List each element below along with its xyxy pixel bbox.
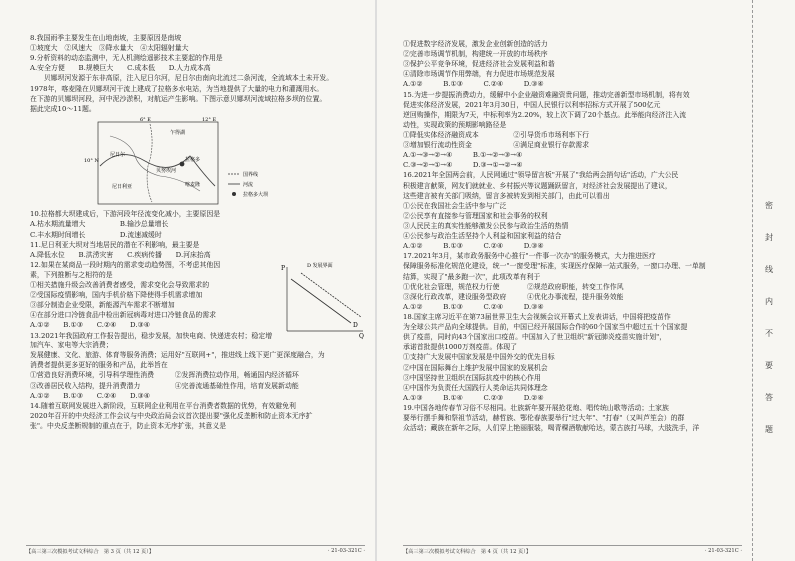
- right-column: [403, 40, 744, 434]
- map-lat-10: 10° N: [84, 158, 99, 165]
- margin-char: 答: [765, 393, 773, 402]
- q18-line: ③中国坚持世卫组织在国际抗疫中的核心作用: [403, 373, 541, 382]
- left-page: [0, 0, 375, 561]
- q14-option: ④清除市场调节作用弊端，有力促进市场规范发展: [403, 70, 555, 79]
- q18-line: ④中国作为负责任大国践行人类命运共同体理念: [403, 383, 548, 392]
- q15-line: C.③→②→①→④ D.③→①→②→④: [403, 161, 523, 170]
- q15-line: A.①→③→②→④ B.①→②→③→④: [403, 151, 523, 160]
- right-footer: [403, 545, 742, 555]
- q10-option: A.枯水期流量增大 B.输沙总量增长: [30, 220, 169, 229]
- q9-options: A.安全方便 B.规模巨大 C.成本低 D.人力成本高: [30, 64, 211, 73]
- q16-answers: A.①② B.①③ C.②④ D.③④: [403, 242, 544, 251]
- q14-option: ②完善市场调节机制，构建统一开放的市场秩序: [403, 50, 548, 59]
- q11-options: A.降低水位 B.洪涝灾害 C.疾病传播 D.河床抬高: [30, 250, 211, 259]
- q18-line: 为全球公共产品向全球提供。目前，中国已经开展国际合作的60个国家当中超过五十个国家提: [403, 323, 688, 332]
- q10-stem: 10.拉格都大坝建成后，下游河段年径流变化减小，主要原因是: [30, 210, 221, 219]
- q12-line: ④在部分进口冷链食品中检出新冠病毒对进口冷链食品的需求: [30, 311, 217, 320]
- margin-char: 线: [765, 265, 773, 274]
- q13-line: 13.2021年我国政府工作报告提出，稳步发展，加快电商、快递进农村；稳定增加汽车、家电等大宗消费；: [30, 331, 273, 350]
- q12-line: ③部分制造企业受限，新能源汽车需求不断增加: [30, 301, 175, 310]
- legend-river: 河流: [243, 182, 254, 189]
- q16-line: ②公民享有直接参与管理国家和社会事务的权利: [403, 211, 548, 220]
- map-label-region: 尼日尔: [110, 152, 126, 159]
- map-label-dam: 拉格多: [185, 157, 201, 164]
- q15-line: 逆回购操作，期限为7天，中标利率为2.20%，较上次下调了20个基点。此举能向经济注入流: [403, 110, 687, 119]
- q17-line: 保障服务标准化规范化建设，统一"一窗受理"标准，实现医疗保障一站式服务，一窗口办理、一单制: [403, 262, 706, 271]
- q14-answers: A.①② B.①③ C.②④ D.③④: [403, 80, 544, 89]
- map-label-region: 尼日利亚: [112, 184, 133, 191]
- footer-code: · 21-03-321C ·: [327, 548, 365, 554]
- passage-line: 在下游的贝娜坝河段，河中泥沙淤积，对航运产生影响。下图示意贝娜坝河流域拉格多坝的位置。: [30, 94, 327, 103]
- map-label-river: 贝努埃河: [156, 168, 177, 175]
- q17-line: 17.2021年3月，某市政务服务中心推行"一件事一次办"的服务模式，大力推进医疗: [403, 252, 656, 261]
- margin-char: 密: [765, 201, 773, 210]
- margin-char: 不: [765, 329, 773, 338]
- q19-line: 要举行摆手舞和祭祖节活动，赫哲族、鄂伦春族要举行"过大年"、"打春"（又叫芦笙会）的群: [403, 414, 685, 423]
- q16-line: ③人民民主的真实性能够激发公民参与政治生活的热情: [403, 221, 569, 230]
- map-lon-6: 6° E: [140, 117, 151, 124]
- q12-line: 12.如果在某商品一段时期内的需求变动趋势图，不考虑其他因: [30, 260, 221, 269]
- q13-options: A.①② B.①③ C.②④ D.③④: [30, 391, 150, 400]
- legend-dam: 拉格多大坝: [243, 192, 269, 199]
- q9-stem: 9.分析资料的动态监测中，无人机测绘遥影技术主要起的作用是: [30, 54, 223, 63]
- q15-line: ①降低实体经济融资成本 ②引导货币市场利率下行: [403, 130, 590, 139]
- q15-line: 促进实体经济发展，2021年3月30日，中国人民银行以利率招标方式开展了500亿元: [403, 100, 661, 109]
- map-figure: [84, 116, 290, 208]
- margin-char: 封: [765, 233, 773, 242]
- chart-axis-q: Q: [359, 332, 364, 340]
- margin-char: 题: [765, 425, 773, 434]
- q12-line: ②受国际疫情影响，国内手机价格下降使得手机需求增加: [30, 291, 203, 300]
- q17-line: ①优化社会管理，规范权力行使 ②规范政府职能，转变工作作风: [403, 282, 624, 291]
- q14-line: 14.随着互联网发展进入新阶段，互联网企业利用在平台消费者数据的优势，有效避免利: [30, 401, 296, 410]
- passage-line: 贝娜坝河发源于东非高原，注入尼日尔河，尼日尔由南向北流过二条河流，全流域本土未开发。: [30, 74, 334, 83]
- q13-line: ①营造良好消费环境，引导科学理性消费 ②发挥消费拉动作用，畅通国内经济循环: [30, 371, 299, 380]
- chart-top-label: D 发展界面: [307, 262, 333, 269]
- passage-line: 1978年，喀麦隆在贝娜坝河干流上建成了拉格多水电站，为当地提供了大量的电力和灌溉用水。: [30, 84, 324, 93]
- q14-line: 2020年召开的中央经济工作会议与中央政治局会议首次提出要"强化反垄断和防止资本无序扩: [30, 411, 313, 420]
- q12-line: 素，下列推断与之相符的是: [30, 270, 113, 279]
- dam-marker: [180, 162, 185, 167]
- q18-line: 承诺首批提供1000万剂疫苗。体现了: [403, 343, 518, 352]
- right-page: [377, 0, 752, 561]
- chart-axis-p: P: [281, 264, 286, 272]
- q12-line: ①相关措施升级会改善消费者感受，需求变化会导致需求的: [30, 281, 210, 290]
- q16-line: ①公民在我国社会生活中参与广泛: [403, 201, 507, 210]
- q15-line: 15.为进一步提振消费动力，缓解中小企业融资难融资贵问题，推动完善新型市场机制，将有效: [403, 90, 690, 99]
- q18-line: ①支持广大发展中国家发展是中国外交的优先目标: [403, 353, 555, 362]
- q16-line: 这些建言被有关部门吸纳，留言多被转发到相关部门，由此可以看出: [403, 191, 610, 200]
- q18-line: ②中国在国际舞台上维护发展中国家的发展机会: [403, 363, 548, 372]
- q11-stem: 11.尼日利亚大坝对当地居民的潜在不利影响，最主要是: [30, 240, 200, 249]
- footer-code: · 21-03-321C ·: [704, 548, 742, 554]
- q17-line: ③深化行政改革，建设服务型政府 ④优化办事流程，提升服务效能: [403, 292, 624, 301]
- q18-line: 供了疫苗，同时向43个国家出口疫苗。中国加入了世卫组织"新冠肺炎疫苗实施计划"，: [403, 333, 667, 342]
- map-lon-12: 12° E: [202, 117, 217, 124]
- q15-line: 动性，实现政策的预期影响路径是: [403, 120, 507, 129]
- legend-border: 国界线: [243, 172, 259, 179]
- q14-line: 张"。中央反垄断规制的重点在于，防止资本无序扩张，其意义是: [30, 421, 227, 430]
- q10-option: C.丰水期时间增长 D.流速减缓时: [30, 230, 162, 239]
- q15-line: ③增加银行流动性资金 ④满足商业银行存款需求: [403, 141, 590, 150]
- q16-line: 16.2021年全国两会前，人民网通过"领导留言板"开展了"我给两会捎句话"活动，广大公民: [403, 171, 679, 180]
- binding-margin: [752, 0, 795, 561]
- q8-options: ①坡度大 ②风速大 ③降水量大 ④太阳辐射量大: [30, 44, 189, 53]
- q8-stem: 8.我国雨季主要发生在山地南坡，主要原因是南坡: [30, 34, 182, 42]
- river-map: [84, 116, 290, 208]
- left-footer: [26, 545, 365, 555]
- demand-chart: [277, 261, 367, 339]
- chart-curve-label: D: [353, 321, 358, 329]
- q17-line: 结算，实现了"最多跑一次"，此项改革有利于: [403, 272, 541, 281]
- q14-option: ①促进数字经济发展，激发企业创新创造的活力: [403, 40, 548, 48]
- q19-line: 众活动；藏族在新年之际，人们穿上艳丽服装，喝青稞酒敬献哈达，蒙古族打马球，大肢洗手，洋: [403, 424, 700, 433]
- q12-options: A.①② B.①③ C.②④ D.③④: [30, 321, 150, 330]
- q17-answers: A.①② B.①③ C.②④ D.③④: [403, 302, 544, 311]
- q19-line: 19.中国各地传春节习俗不尽相同。壮族新年要开展抢花炮、唱传统山歌等活动；土家族: [403, 403, 669, 412]
- left-column: [30, 34, 371, 432]
- map-label-region: 喀麦隆: [185, 182, 201, 189]
- q13-line: 发展健康、文化、旅游、体育等服务消费；运用好"互联网+"，推进线上线下更广更深度融合，为: [30, 351, 325, 360]
- q18-line: 18.国家主席习近平在第73届世界卫生大会视频会议开幕式上发表讲话，中国将把疫苗作: [403, 312, 671, 321]
- q13-line: ③改善居民收入结构，提升消费潜力 ④完善流通基础性作用，培育发展新动能: [30, 381, 299, 390]
- q14-option: ③保护公平竞争环境，促进经济社会发展利益和谐: [403, 60, 555, 69]
- margin-char: 内: [765, 297, 773, 306]
- q16-line: 积极建言献策，网友们就就业、乡村振兴等议题踊跃留言，对经济社会发展提出了建议，: [403, 181, 672, 190]
- footer-title: 【高三第三次模拟考试文科综合 第 3 页（共 12 页）】: [26, 549, 155, 555]
- footer-title: 【高三第三次模拟考试文科综合 第 4 页（共 12 页）】: [403, 549, 532, 555]
- q13-line: 消费者提供更多更好的服务和产品，此举旨在: [30, 361, 168, 370]
- q16-line: ④公民参与政治生活坚持个人利益和国家利益的结合: [403, 232, 562, 241]
- map-label-lake: 乍得湖: [170, 130, 186, 137]
- passage-line: 据此完成10～11题。: [30, 104, 96, 113]
- margin-char: 要: [765, 361, 773, 370]
- q18-answers: A.①③ B.①④ C.②③ D.②④: [403, 393, 544, 402]
